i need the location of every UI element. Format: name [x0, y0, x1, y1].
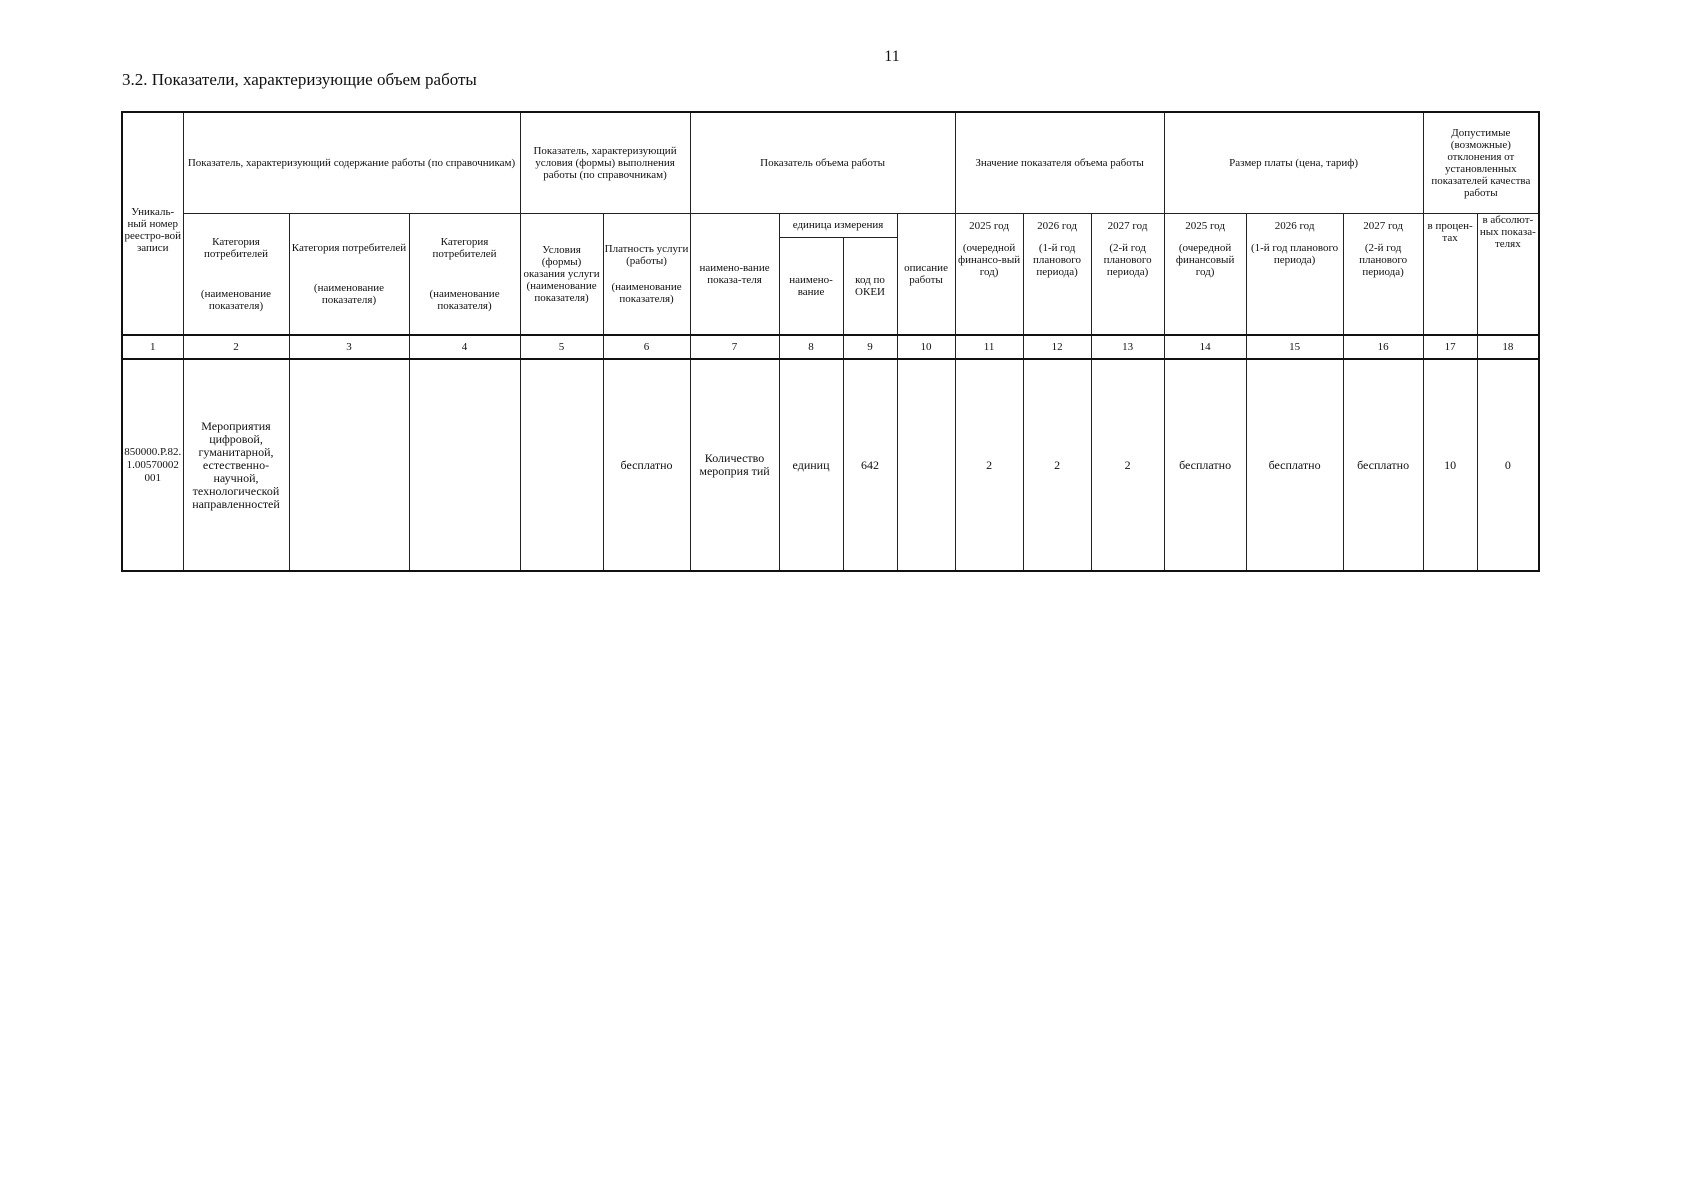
cell-fee-2026: бесплатно: [1246, 359, 1343, 571]
cell-work-description: [897, 359, 955, 571]
column-number: 12: [1023, 335, 1091, 359]
column-number: 18: [1477, 335, 1539, 359]
column-number: 11: [955, 335, 1023, 359]
category-2-label: Категория потребителей: [291, 241, 407, 254]
cell-value-2025: 2: [955, 359, 1023, 571]
category-2-name: (наименование показателя): [313, 281, 385, 306]
work-volume-table: [121, 111, 1540, 572]
cell-fee-2025: бесплатно: [1164, 359, 1246, 571]
header-category-1: [183, 213, 289, 335]
category-3-name: (наименование показателя): [429, 287, 500, 312]
category-1-label: Категория потребителей: [204, 235, 268, 260]
cell-dev-absolute: 0: [1477, 359, 1539, 571]
section-title: 3.2. Показатели, характеризующие объем работы: [122, 70, 477, 89]
header-fee-2027: [1343, 213, 1423, 335]
header-unique-number: Уникаль-ный номер реестро-вой записи: [122, 112, 183, 335]
conditions-label: Условия (формы) оказания услуги: [523, 243, 600, 280]
column-number: 5: [520, 335, 603, 359]
header-row-subgroups: [122, 213, 1539, 237]
header-volume-value: Значение показателя объема работы: [955, 112, 1164, 213]
column-number: 9: [843, 335, 897, 359]
header-dev-percent: в процен-тах: [1423, 213, 1477, 335]
cell-registry-number: 850000.Р.82.1.00570002001: [122, 359, 183, 571]
vol-2027-note: (2-й год планового периода): [1103, 241, 1152, 278]
vol-2026-note: (1-й год планового периода): [1033, 241, 1082, 278]
header-volume-name: наимено-вание показа-теля: [690, 213, 779, 335]
column-number: 1: [122, 335, 183, 359]
cell-okei-code: 642: [843, 359, 897, 571]
vol-2027-year: 2027 год: [1107, 219, 1148, 232]
header-volume-indicator: Показатель объема работы: [690, 112, 955, 213]
paid-name: (наименование показателя): [611, 280, 682, 305]
column-number: 15: [1246, 335, 1343, 359]
work-volume-table-wrapper: [121, 111, 1540, 572]
header-row-groups: [122, 112, 1539, 213]
fee-2025-year: 2025 год: [1185, 219, 1225, 232]
category-1-name: (наименование показателя): [200, 287, 272, 312]
cell-category-3: [409, 359, 520, 571]
column-numbers-row: [122, 335, 1539, 359]
cell-conditions: [520, 359, 603, 571]
column-number: 7: [690, 335, 779, 359]
header-unit-okei: код по ОКЕИ: [843, 237, 897, 335]
fee-2027-year: 2027 год: [1363, 219, 1403, 232]
fee-2026-year: 2026 год: [1274, 219, 1315, 232]
header-category-2: [289, 213, 409, 335]
header-fee-2025: [1164, 213, 1246, 335]
conditions-name: (наименование показателя): [526, 279, 597, 304]
column-number: 3: [289, 335, 409, 359]
page-number: 11: [884, 48, 900, 65]
header-fee-2026: [1246, 213, 1343, 335]
header-vol-2026: [1023, 213, 1091, 335]
cell-category-1: Мероприятия цифровой, гуманитарной, естественно-научной, технологической направленностей: [183, 359, 289, 571]
cell-dev-percent: 10: [1423, 359, 1477, 571]
header-vol-2027: [1091, 213, 1164, 335]
vol-2026-year: 2026 год: [1037, 219, 1077, 232]
column-number: 2: [183, 335, 289, 359]
header-dev-absolute: в абсолют-ных показа-телях: [1477, 213, 1539, 335]
vol-2025-year: 2025 год: [969, 219, 1009, 232]
column-number: 4: [409, 335, 520, 359]
column-number: 6: [603, 335, 690, 359]
header-conditions: [520, 213, 603, 335]
cell-category-2: [289, 359, 409, 571]
header-conditions-indicator: Показатель, характеризующий условия (формы) выполнения работы (по справочникам): [520, 112, 690, 213]
header-deviations: Допустимые (возможные) отклонения от установленных показателей качества работы: [1423, 112, 1539, 213]
fee-2026-note: (1-й год планового периода): [1250, 241, 1339, 266]
column-number: 16: [1343, 335, 1423, 359]
header-unit-name: наимено-вание: [779, 237, 843, 335]
cell-fee-2027: бесплатно: [1343, 359, 1423, 571]
cell-value-2027: 2: [1091, 359, 1164, 571]
header-content-indicator: Показатель, характеризующий содержание работы (по справочникам): [183, 112, 520, 213]
column-number: 14: [1164, 335, 1246, 359]
header-unit-group: единица измерения: [779, 213, 897, 237]
cell-value-2026: 2: [1023, 359, 1091, 571]
fee-2027-note: (2-й год планового периода): [1359, 241, 1408, 278]
header-fee-size: Размер платы (цена, тариф): [1164, 112, 1423, 213]
cell-paid: бесплатно: [603, 359, 690, 571]
category-3-label: Категория потребителей: [432, 235, 497, 260]
header-work-description: описание работы: [897, 213, 955, 335]
vol-2025-note: (очередной финансо-вый год): [957, 241, 1021, 278]
table-row: [122, 359, 1539, 571]
fee-2025-note: (очередной финансовый год): [1175, 241, 1235, 278]
cell-unit-name: единиц: [779, 359, 843, 571]
header-vol-2025: [955, 213, 1023, 335]
column-number: 13: [1091, 335, 1164, 359]
header-paid: [603, 213, 690, 335]
column-number: 17: [1423, 335, 1477, 359]
cell-volume-indicator: Количество мероприя тий: [690, 359, 779, 571]
paid-label: Платность услуги (работы): [604, 242, 689, 267]
column-number: 10: [897, 335, 955, 359]
column-number: 8: [779, 335, 843, 359]
header-category-3: [409, 213, 520, 335]
